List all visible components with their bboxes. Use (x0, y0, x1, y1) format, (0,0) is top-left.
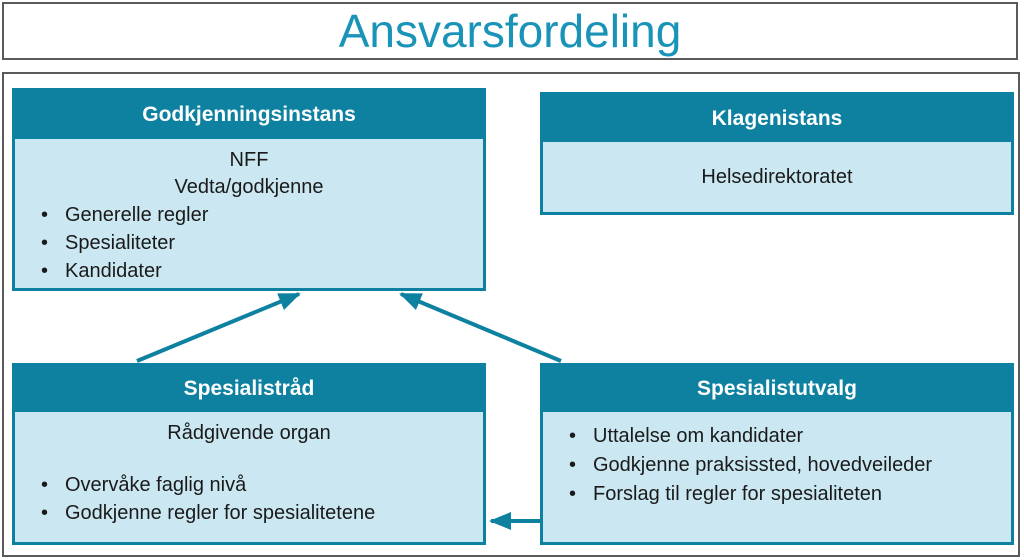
bullet-item (41, 499, 473, 527)
bullet-item (569, 480, 1001, 509)
bullet-label: Forslag til regler for spesialiteten (593, 483, 883, 505)
page-title: Ansvarsfordeling (338, 5, 682, 57)
body-line: Vedta/godkjenne (174, 176, 324, 198)
box-klagenistans (540, 92, 1014, 215)
box-klagenistans-header: Klagenistans (543, 95, 1011, 142)
box-spesialistutvalg-body (543, 412, 1011, 509)
bullet-list (15, 471, 483, 527)
body-line: Helsedirektoratet (701, 165, 853, 188)
bullet-icon: • (569, 454, 577, 476)
bullet-item (41, 471, 473, 499)
bullet-label: Uttalelse om kandidater (593, 425, 804, 447)
bullet-item (569, 451, 1001, 480)
bullet-list (15, 201, 483, 285)
bullet-label: Kandidater (65, 260, 162, 282)
box-spesialistrad-header: Spesialistråd (15, 366, 483, 412)
box-godkjenningsinstans-header: Godkjenningsinstans (15, 91, 483, 139)
body-line: Rådgivende organ (167, 422, 331, 444)
bullet-label: Spesialiteter (65, 232, 176, 254)
bullet-icon: • (41, 232, 49, 254)
bullet-label: Godkjenne praksissted, hovedveileder (593, 454, 933, 476)
bullet-icon: • (569, 483, 577, 505)
box-spesialistutvalg (540, 363, 1014, 545)
bullet-item (41, 229, 473, 257)
box-klagenistans-body (543, 142, 1011, 212)
bullet-item (41, 201, 473, 229)
box-godkjenningsinstans (12, 88, 486, 291)
bullet-label: Godkjenne regler for spesialitetene (65, 502, 376, 524)
bullet-icon: • (569, 425, 577, 447)
bullet-list (543, 422, 1011, 509)
bullet-icon: • (41, 204, 49, 226)
bullet-icon: • (41, 260, 49, 282)
bullet-icon: • (41, 502, 49, 524)
bullet-item (41, 257, 473, 285)
bullet-icon: • (41, 474, 49, 496)
box-spesialistrad-body (15, 412, 483, 527)
bullet-item (569, 422, 1001, 451)
body-line: NFF (229, 149, 269, 171)
bullet-label: Generelle regler (65, 204, 209, 226)
box-spesialistutvalg-header: Spesialistutvalg (543, 366, 1011, 412)
bullet-label: Overvåke faglig nivå (65, 474, 247, 496)
box-spesialistrad (12, 363, 486, 545)
title-bar (2, 2, 1018, 60)
box-godkjenningsinstans-body (15, 139, 483, 285)
